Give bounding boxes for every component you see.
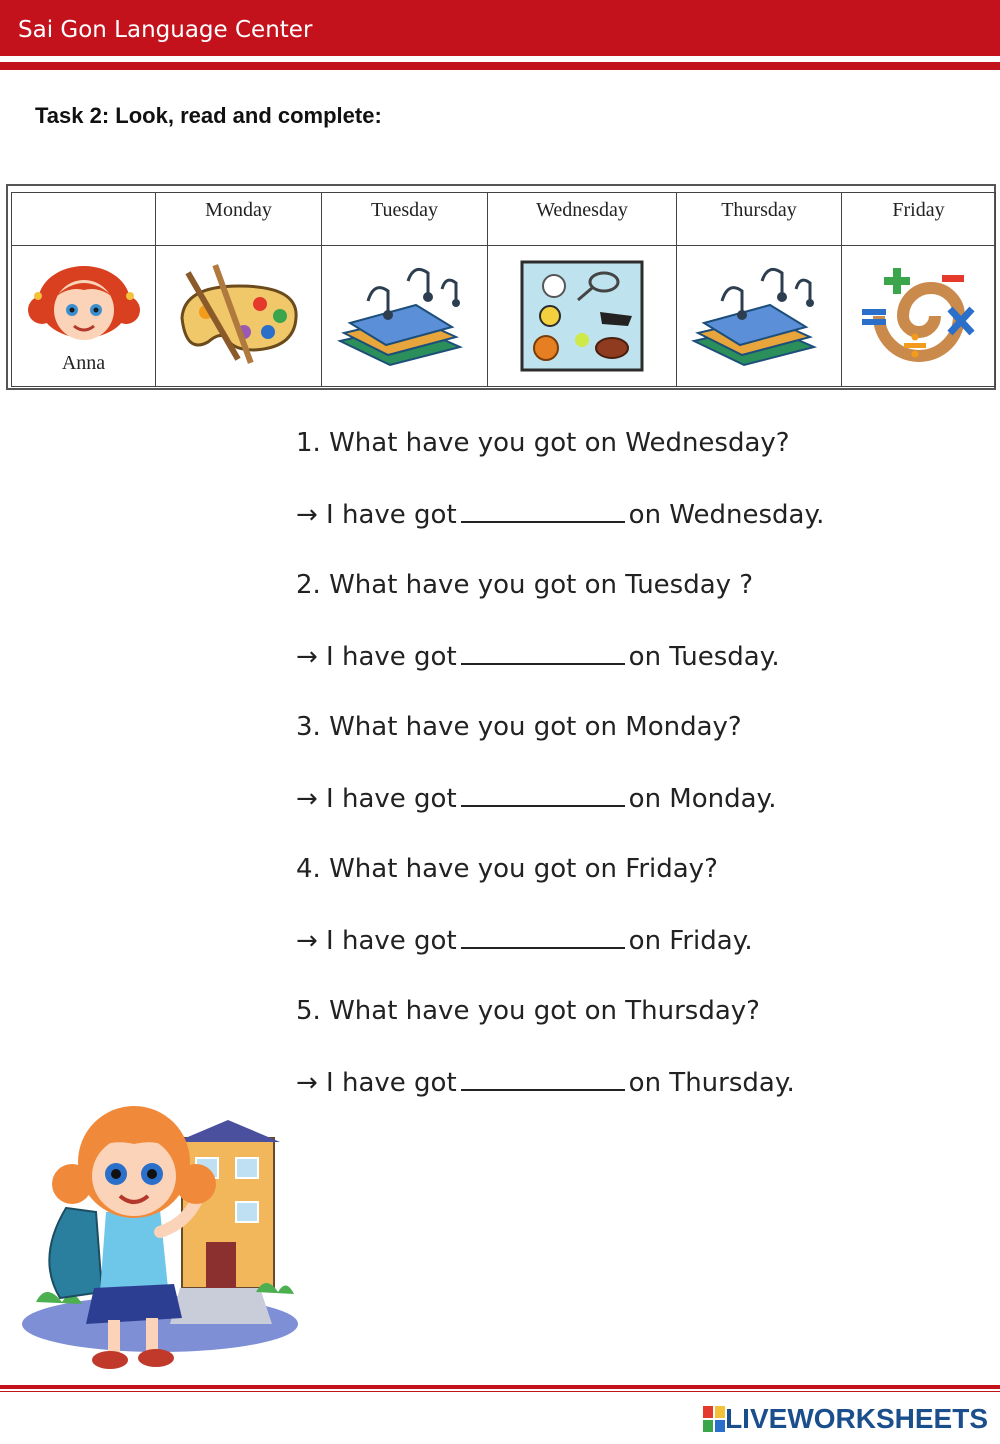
footer-divider-thin	[0, 1391, 1000, 1392]
question-1: 1. What have you got on Wednesday?	[296, 428, 790, 458]
answer-blank-3[interactable]	[461, 783, 625, 807]
liveworksheets-emblem-icon	[703, 1404, 725, 1434]
day-header-thursday: Thursday	[677, 193, 842, 246]
brand-name: LIVEWORKSHEETS	[725, 1403, 988, 1434]
liveworksheets-logo[interactable]	[703, 1402, 988, 1436]
task-title: Task 2: Look, read and complete:	[35, 103, 382, 128]
answer-prefix: → I have got	[296, 1068, 457, 1098]
day-header-friday: Friday	[842, 193, 996, 246]
tuesday-subject-cell	[322, 246, 488, 387]
art-palette-icon	[164, 256, 314, 376]
schedule-table-frame	[6, 184, 996, 390]
schedule-header-row	[12, 193, 996, 246]
answer-blank-5[interactable]	[461, 1067, 625, 1091]
answer-suffix: on Friday.	[628, 926, 753, 956]
answer-blank-2[interactable]	[461, 641, 625, 665]
answer-2	[296, 641, 780, 672]
question-4: 4. What have you got on Friday?	[296, 854, 718, 884]
day-header-wednesday: Wednesday	[488, 193, 677, 246]
math-symbols-icon	[854, 261, 984, 371]
answer-prefix: → I have got	[296, 642, 457, 672]
sports-equipment-icon	[512, 256, 652, 376]
friday-subject-cell	[842, 246, 996, 387]
day-header-monday: Monday	[156, 193, 322, 246]
answer-prefix: → I have got	[296, 926, 457, 956]
question-2: 2. What have you got on Tuesday ?	[296, 570, 754, 600]
schedule-table	[11, 192, 996, 387]
schoolgirl-illustration	[10, 1092, 300, 1382]
answer-suffix: on Monday.	[628, 784, 777, 814]
schedule-picture-row	[12, 246, 996, 387]
answer-4	[296, 925, 753, 956]
monday-subject-cell	[156, 246, 322, 387]
answer-blank-4[interactable]	[461, 925, 625, 949]
footer-divider	[0, 1385, 1000, 1389]
answer-suffix: on Wednesday.	[628, 500, 825, 530]
header-divider	[0, 62, 1000, 70]
girl-face-icon	[24, 258, 144, 354]
music-books-icon	[330, 261, 480, 371]
student-name: Anna	[61, 351, 106, 374]
day-header-tuesday: Tuesday	[322, 193, 488, 246]
header-title: Sai Gon Language Center	[18, 17, 313, 43]
answer-blank-1[interactable]	[461, 499, 625, 523]
answer-1	[296, 499, 824, 530]
wednesday-subject-cell	[488, 246, 677, 387]
thursday-subject-cell	[677, 246, 842, 387]
schedule-corner-cell	[12, 193, 156, 246]
question-3: 3. What have you got on Monday?	[296, 712, 742, 742]
student-cell	[12, 246, 156, 387]
question-5: 5. What have you got on Thursday?	[296, 996, 760, 1026]
answer-5	[296, 1067, 795, 1098]
answer-suffix: on Tuesday.	[628, 642, 780, 672]
answer-suffix: on Thursday.	[628, 1068, 795, 1098]
answer-prefix: → I have got	[296, 784, 457, 814]
music-books-icon	[684, 261, 834, 371]
answer-3	[296, 783, 777, 814]
page-header	[0, 0, 1000, 56]
answer-prefix: → I have got	[296, 500, 457, 530]
